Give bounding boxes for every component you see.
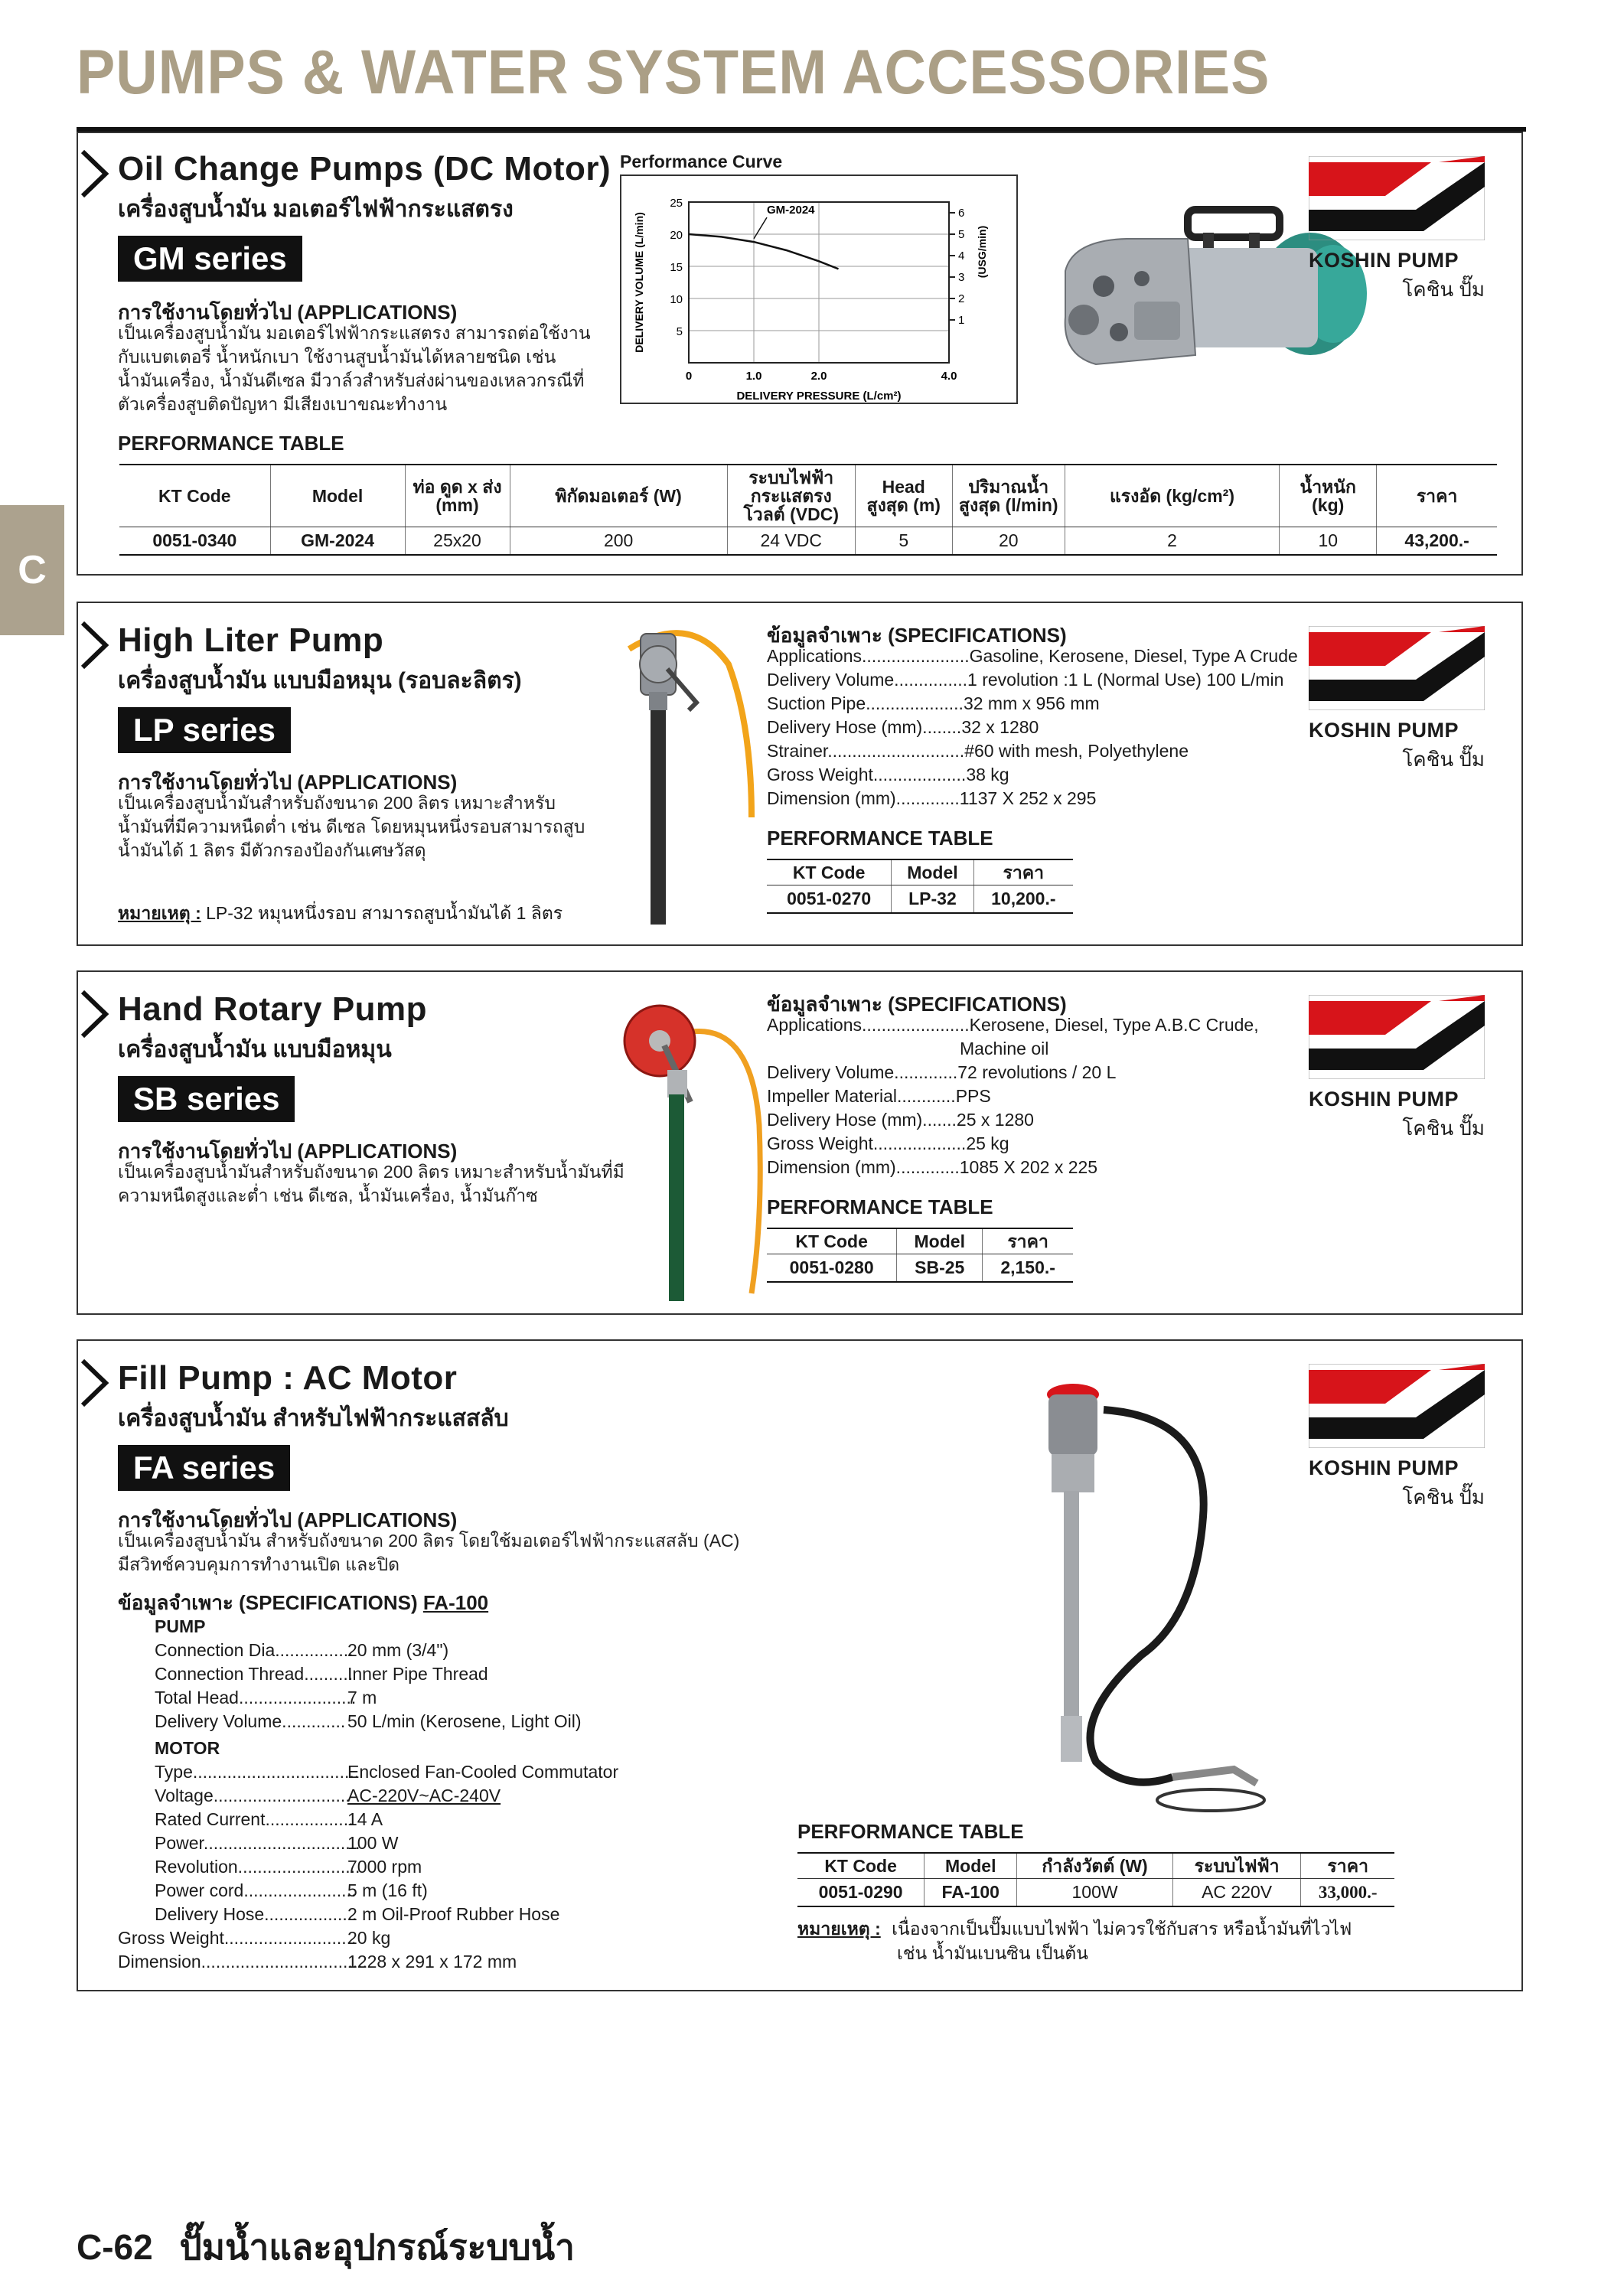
col-header: Model [925,1853,1017,1879]
col-header: ราคา [983,1228,1073,1254]
sb-section [77,970,1523,1315]
hand-rotary-pump-image [606,987,790,1309]
spec-row: Connection Thread.......... Inner Pipe Thread [155,1664,488,1684]
spec-row: Voltage............................ AC-220V~AC-240V [155,1786,501,1805]
y-axis-label: DELIVERY VOLUME (L/min) [633,212,645,353]
spec-row: Power cord....................... 5 m (16 ft) [155,1880,428,1900]
koshin-logo [1309,156,1485,305]
spec-row: Delivery Hose (mm)....... 25 x 1280 [767,1110,1034,1130]
y2-tick-label: 1 [958,314,965,327]
specifications-list [767,1013,1259,1179]
spec-row: Strainer............................ #60 with mesh, Polyethylene [767,741,1189,761]
pressure: 2 [1065,527,1280,556]
spec-row: Machine oil [960,1039,1049,1058]
chevron-right-icon [80,620,112,670]
chevron-right-icon [80,1358,112,1408]
x-tick-label: 4.0 [941,370,957,383]
y-tick-label: 10 [670,293,683,306]
x-axis-label: DELIVERY PRESSURE (L/cm²) [736,390,902,403]
price: 33,000.- [1301,1879,1394,1907]
kt-code: 0051-0280 [767,1254,897,1283]
footer-title: ปั๊มน้ำและอุปกรณ์ระบบน้ำ [179,2227,575,2267]
sb-performance-table [767,1228,1073,1283]
applications-heading: การใช้งานโดยทั่วไป (APPLICATIONS) [118,301,458,324]
fa-section [77,1339,1523,1991]
koshin-logo [1309,995,1485,1144]
section-title: Oil Change Pumps (DC Motor) [118,150,611,188]
spec-row: Revolution......................... 7000 rpm [155,1857,422,1877]
weight: 10 [1280,527,1377,556]
x-tick-label: 0 [685,370,693,383]
pipe-size: 25x20 [405,527,510,556]
section-title: High Liter Pump [118,621,384,659]
price: 10,200.- [973,885,1073,914]
lp-performance-table [767,859,1073,914]
koshin-logo-mark [1309,995,1485,1079]
koshin-logo [1309,626,1485,775]
col-header: พิกัดมอเตอร์ (W) [510,465,727,527]
price: 43,200.- [1377,527,1497,556]
col-header: ราคา [1377,465,1497,527]
applications-text: เป็นเครื่องสูบน้ำมันสำหรับถังขนาด 200 ลิตร เหมาะสำหรับน้ำมันที่มี ความหนืดสูงและต่ำ เช่น ดีเซล, น้ำมันเครื่อง, น้ำมันก๊าซ [118,1162,624,1205]
fa-specifications-list [118,1615,618,1974]
col-header: น้ำหนัก (kg) [1280,465,1377,527]
brand-name: KOSHIN PUMP [1309,719,1459,742]
applications-text: เป็นเครื่องสูบน้ำมัน มอเตอร์ไฟฟ้ากระแสตรง สามารถต่อใช้งาน กับแบตเตอรี่ น้ำหนักเบา ใช้งานสูบน้ำมันได้หลายชนิด เช่น น้ำมันเครื่อง, น้ำมันดีเซล มีวาล์วสำหรับส่งผ่านของเหลวกรณีที่ ตัวเครื่องสูบติดปัญหา มีเสียงเบาขณะทำงาน [118,323,591,414]
y2-tick-label: 5 [958,228,965,241]
col-header: ราคา [973,859,1073,885]
performance-curve-title: Performance Curve [620,152,783,171]
applications-heading: การใช้งานโดยทั่วไป (APPLICATIONS) [118,1508,458,1531]
spec-row: Total Head........................ 7 m [155,1688,377,1707]
applications-heading: การใช้งานโดยทั่วไป (APPLICATIONS) [118,771,458,794]
applications-text: เป็นเครื่องสูบน้ำมันสำหรับถังขนาด 200 ลิตร เหมาะสำหรับ น้ำมันที่มีความหนืดต่ำ เช่น ดีเซล โดยหมุนหนึ่งรอบสามารถสูบ น้ำมันได้ 1 ลิตร มีตัวกรองป้องกันเศษวัสดุ [118,793,585,860]
specifications-heading: ข้อมูลจำเพาะ (SPECIFICATIONS) [767,993,1067,1016]
spec-row: Dimension.................................. 1228 x 291 x 172 mm [118,1952,517,1971]
specifications-heading: ข้อมูลจำเพาะ (SPECIFICATIONS) [767,624,1067,647]
applications-text: เป็นเครื่องสูบน้ำมัน สำหรับถังขนาด 200 ลิตร โดยใช้มอเตอร์ไฟฟ้ากระแสสลับ (AC) มีสวิทช์ควบคุมการทำงานเปิด และปิด [118,1531,740,1574]
section-subtitle: เครื่องสูบน้ำมัน สำหรับไฟฟ้ากระแสสลับ [118,1406,509,1431]
note-label: หมายเหตุ : [797,1919,881,1939]
spec-row: Type.................................. Enclosed Fan-Cooled Commutator [155,1762,619,1782]
series-badge: LP series [118,707,291,753]
model: SB-25 [897,1254,983,1283]
motor-heading: MOTOR [155,1738,220,1758]
col-header: แรงอัด (kg/cm²) [1065,465,1280,527]
note-text: เช่น น้ำมันเบนซิน เป็นต้น [897,1943,1088,1963]
spec-row: Applications...................... Gasoline, Kerosene, Diesel, Type A Crude [767,646,1298,666]
voltage: AC 220V [1172,1879,1301,1907]
col-header: ระบบไฟฟ้า [1172,1853,1301,1879]
section-title: Hand Rotary Pump [118,990,428,1028]
fa-performance-table [797,1852,1394,1907]
y2-tick-label: 4 [958,249,965,263]
chevron-right-icon [80,989,112,1039]
spec-model: FA-100 [422,1591,489,1614]
col-header: ปริมาณน้ำ สูงสุด (l/min) [952,465,1065,527]
spec-row: Impeller Material............ PPS [767,1086,991,1106]
performance-curve-chart [620,174,1018,404]
col-header: Model [897,1228,983,1254]
spec-row: Delivery Volume............. 72 revolutions / 20 L [767,1062,1117,1082]
spec-row: Delivery Volume............... 1 revolution :1 L (Normal Use) 100 L/min [767,670,1284,690]
voltage: 24 VDC [727,527,855,556]
brand-name: KOSHIN PUMP [1309,1088,1459,1110]
spec-row: Applications...................... Kerosene, Diesel, Type A.B.C Crude, [767,1015,1259,1035]
specifications-heading: ข้อมูลจำเพาะ (SPECIFICATIONS) FA-100 [118,1591,489,1614]
y2-tick-label: 3 [958,271,965,284]
koshin-logo-mark [1309,626,1485,710]
performance-table-heading: PERFORMANCE TABLE [797,1820,1024,1843]
y-tick-label: 15 [670,261,683,274]
col-header: Head สูงสุด (m) [855,465,952,527]
kt-code: 0051-0340 [119,527,270,556]
x-tick-label: 1.0 [745,370,762,383]
col-header: ราคา [1301,1853,1394,1879]
spec-row: Delivery Hose (mm)........ 32 x 1280 [767,717,1039,737]
series-badge: GM series [118,236,302,282]
note [797,1916,1352,1965]
specifications-list [767,644,1298,810]
spec-row: Connection Dia................ 20 mm (3/4") [155,1640,449,1660]
col-header: KT Code [797,1853,925,1879]
fill-pump-image [981,1364,1303,1823]
y-tick-label: 25 [670,197,683,210]
note-text: LP-32 หมุนหนึ่งรอบ สามารถสูบน้ำมันได้ 1 ลิตร [206,903,563,923]
price: 2,150.- [983,1254,1073,1283]
motor-rating: 200 [510,527,727,556]
y2-tick-label: 2 [958,292,965,305]
spec-row: Gross Weight................... 38 kg [767,765,1009,784]
brand-name-thai: โคชิน ปั๊ม [1402,1117,1485,1140]
y-tick-label: 5 [676,325,683,338]
y-tick-label: 20 [670,229,683,242]
kt-code: 0051-0270 [767,885,892,914]
performance-table-heading: PERFORMANCE TABLE [118,432,344,455]
series-badge: SB series [118,1076,295,1122]
brand-name: KOSHIN PUMP [1309,249,1459,272]
col-header: KT Code [767,1228,897,1254]
note-text: เนื่องจากเป็นปั๊มแบบไฟฟ้า ไม่ควรใช้กับสาร หรือน้ำมันที่ไวไฟ [892,1919,1352,1939]
col-header: Model [270,465,405,527]
section-subtitle: เครื่องสูบน้ำมัน แบบมือหมุน (รอบละลิตร) [118,668,522,693]
table-row [119,527,1497,556]
applications-heading: การใช้งานโดยทั่วไป (APPLICATIONS) [118,1140,458,1163]
model: LP-32 [892,885,973,914]
performance-table-heading: PERFORMANCE TABLE [767,1195,993,1218]
spec-row: Delivery Hose................... 2 m Oil-Proof Rubber Hose [155,1904,560,1924]
spec-row: Power................................ 100 W [155,1833,399,1853]
series-label: GM-2024 [767,204,815,217]
lp-section [77,602,1523,946]
table-row [797,1879,1394,1907]
spec-row: Rated Current.................. 14 A [155,1809,383,1829]
pump-heading: PUMP [155,1616,206,1636]
spec-row: Gross Weight................... 25 kg [767,1133,1009,1153]
brand-name-thai: โคชิน ปั๊ม [1402,748,1485,771]
col-header: KT Code [119,465,270,527]
table-row [767,1254,1073,1283]
brand-name: KOSHIN PUMP [1309,1456,1459,1479]
kt-code: 0051-0290 [797,1879,925,1907]
brand-name-thai: โคชิน ปั๊ม [1402,1486,1485,1508]
table-row [767,885,1073,914]
koshin-logo-mark [1309,1364,1485,1448]
page-footer [77,2219,575,2275]
spec-row: Gross Weight........................... 20 kg [118,1928,391,1948]
page-title: PUMPS & WATER SYSTEM ACCESSORIES [77,38,1270,107]
page-number: C-62 [77,2227,153,2267]
spec-row: Delivery Volume............. 50 L/min (Kerosene, Light Oil) [155,1711,582,1731]
power: 100W [1017,1879,1173,1907]
spec-row: Suction Pipe.................... 32 mm x 956 mm [767,693,1100,713]
section-subtitle: เครื่องสูบน้ำมัน มอเตอร์ไฟฟ้ากระแสตรง [118,197,514,222]
note-label: หมายเหตุ : [118,903,201,923]
section-tab: C [0,505,64,635]
performance-table-heading: PERFORMANCE TABLE [767,827,993,850]
col-header: Model [892,859,973,885]
model: GM-2024 [270,527,405,556]
spec-row: Dimension (mm)............. 1085 X 202 x 225 [767,1157,1098,1177]
brand-name-thai: โคชิน ปั๊ม [1402,278,1485,301]
col-header: ระบบไฟฟ้า กระแสตรง โวลต์ (VDC) [727,465,855,527]
section-title: Fill Pump : AC Motor [118,1359,458,1397]
spec-row: Dimension (mm)............. 1137 X 252 x 295 [767,788,1097,808]
gm-section [77,132,1523,576]
section-subtitle: เครื่องสูบน้ำมัน แบบมือหมุน [118,1037,392,1062]
chevron-right-icon [80,148,112,199]
note [118,900,563,928]
max-flow: 20 [952,527,1065,556]
col-header: KT Code [767,859,892,885]
x-tick-label: 2.0 [810,370,827,383]
koshin-logo [1309,1364,1485,1513]
col-header: กำลังวัตต์ (W) [1017,1853,1173,1879]
y2-axis-label: (USG/min) [976,225,988,279]
col-header: ท่อ ดูด x ส่ง (mm) [405,465,510,527]
koshin-logo-mark [1309,156,1485,240]
model: FA-100 [925,1879,1017,1907]
max-head: 5 [855,527,952,556]
gm-performance-table [119,464,1497,556]
series-badge: FA series [118,1445,290,1491]
y2-tick-label: 6 [958,207,965,220]
